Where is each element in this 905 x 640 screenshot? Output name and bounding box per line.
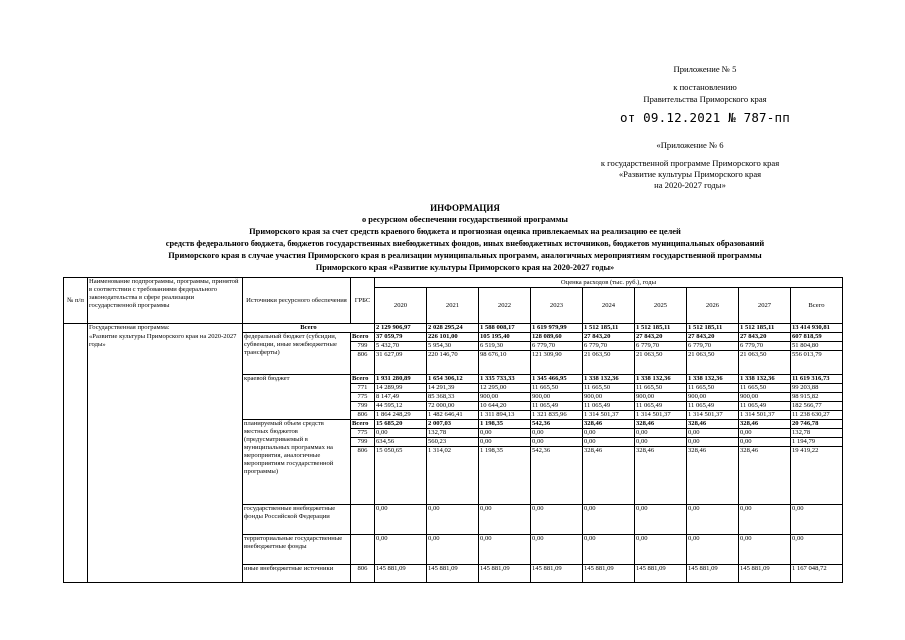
value-cell: 85 368,33 [427, 393, 479, 402]
value-cell: 6 779,70 [583, 342, 635, 351]
value-cell: 1 338 132,36 [739, 375, 791, 384]
value-cell: 11 065,49 [583, 402, 635, 411]
value-cell: 1 345 466,95 [531, 375, 583, 384]
grbs-cell: Всего [351, 333, 375, 342]
value-cell: 6 779,70 [531, 342, 583, 351]
value-cell: 8 147,49 [375, 393, 427, 402]
col-grbs-header: ГРБС [351, 278, 375, 324]
program-label: Государственная программа: [88, 324, 243, 333]
value-cell: 13 414 930,81 [791, 324, 843, 333]
year-header: 2025 [635, 288, 687, 324]
value-cell: 11 065,49 [531, 402, 583, 411]
value-cell: 121 309,90 [531, 351, 583, 375]
grbs-cell: 775 [351, 429, 375, 438]
value-cell: 182 566,77 [791, 402, 843, 411]
value-cell: 0,00 [635, 535, 687, 565]
value-cell: 14 289,99 [375, 384, 427, 393]
doc-title-line6: Приморского края «Развитие культуры Приморского края на 2020-2027 годы» [315, 263, 615, 272]
value-cell: 0,00 [531, 505, 583, 535]
value-cell: 1 338 132,36 [583, 375, 635, 384]
value-cell: 27 843,20 [635, 333, 687, 342]
value-cell: 14 291,39 [427, 384, 479, 393]
value-cell: 11 665,50 [687, 384, 739, 393]
value-cell: 328,46 [635, 447, 687, 505]
value-cell: 2 007,03 [427, 420, 479, 429]
value-cell: 0,00 [531, 438, 583, 447]
value-cell: 0,00 [791, 535, 843, 565]
col-name-header: Наименование подпрограммы, программы, принятой в соответствии с требованиями федерального законодательства в сфере реализации государственной программы [88, 278, 243, 324]
doc-title-line3: Приморского края за счет средств краевого бюджета и прогнозная оценка привлекаемых на реализацию ее целей [249, 227, 681, 236]
mun-label: планируемый объем средств местных бюджетов (предусматриваемый в муниципальных программах на мероприятия, аналогичные мероприятиям государственной программы) [243, 420, 351, 505]
value-cell: 1 588 008,17 [479, 324, 531, 333]
value-cell: 145 881,09 [531, 565, 583, 583]
value-cell: 560,23 [427, 438, 479, 447]
other-label: иные внебюджетные источники [243, 565, 351, 583]
value-cell: 6 779,70 [635, 342, 687, 351]
value-cell: 1 512 185,11 [739, 324, 791, 333]
value-cell: 15 050,65 [375, 447, 427, 505]
grbs-cell: 771 [351, 384, 375, 393]
value-cell: 0,00 [687, 505, 739, 535]
value-cell: 20 746,78 [791, 420, 843, 429]
value-cell: 542,36 [531, 447, 583, 505]
value-cell: 21 063,50 [583, 351, 635, 375]
reg-label: краевой бюджет [243, 375, 351, 420]
value-cell: 72 000,00 [427, 402, 479, 411]
value-cell: 0,00 [739, 535, 791, 565]
value-cell: 44 595,12 [375, 402, 427, 411]
value-cell: 900,00 [479, 393, 531, 402]
value-cell: 0,00 [687, 438, 739, 447]
value-cell: 21 063,50 [687, 351, 739, 375]
doc-title-line4: средств федерального бюджета, бюджетов государственных внебюджетных фондов, иных внебюджетных источников, бюджетов муниципальных образований [165, 239, 765, 248]
value-cell: 900,00 [739, 393, 791, 402]
resolution-date: от 09.12.2021 № 787-пп [620, 110, 790, 125]
value-cell: 1 194,79 [791, 438, 843, 447]
value-cell: 1 167 048,72 [791, 565, 843, 583]
total-row [64, 324, 843, 333]
value-cell: 145 881,09 [583, 565, 635, 583]
value-cell: 0,00 [375, 505, 427, 535]
value-cell: 11 665,50 [583, 384, 635, 393]
value-cell: 6 779,70 [739, 342, 791, 351]
government-name: Правительства Приморского края [643, 94, 767, 104]
value-cell: 0,00 [375, 429, 427, 438]
value-cell: 0,00 [635, 438, 687, 447]
value-cell: 145 881,09 [427, 565, 479, 583]
value-cell: 31 627,09 [375, 351, 427, 375]
value-cell: 0,00 [531, 429, 583, 438]
value-cell: 0,00 [531, 535, 583, 565]
appendix-number: Приложение № 5 [673, 64, 737, 74]
value-cell: 1 512 185,11 [687, 324, 739, 333]
value-cell: 1 482 646,41 [427, 411, 479, 420]
value-cell: 15 685,20 [375, 420, 427, 429]
program-ref: к государственной программе Приморского края [600, 158, 780, 168]
value-cell: 1 198,35 [479, 447, 531, 505]
value-cell: 98 915,82 [791, 393, 843, 402]
year-header: 2026 [687, 288, 739, 324]
value-cell: 900,00 [583, 393, 635, 402]
value-cell: 145 881,09 [479, 565, 531, 583]
value-cell: 0,00 [583, 438, 635, 447]
value-cell: 328,46 [739, 447, 791, 505]
value-cell: 5 432,70 [375, 342, 427, 351]
value-cell: 11 665,50 [635, 384, 687, 393]
grbs-cell [351, 535, 375, 565]
value-cell: 132,78 [427, 429, 479, 438]
value-cell: 11 065,49 [687, 402, 739, 411]
value-cell: 1 311 894,13 [479, 411, 531, 420]
year-header: 2023 [531, 288, 583, 324]
value-cell: 2 028 295,24 [427, 324, 479, 333]
value-cell: 1 321 835,96 [531, 411, 583, 420]
doc-subtitle: о ресурсном обеспечении государственной программы [362, 215, 568, 224]
value-cell: 1 314,02 [427, 447, 479, 505]
value-cell: 145 881,09 [687, 565, 739, 583]
value-cell: 2 129 906,97 [375, 324, 427, 333]
value-cell: 0,00 [375, 535, 427, 565]
value-cell: 1 654 306,12 [427, 375, 479, 384]
grbs-cell: 806 [351, 351, 375, 375]
program-title: «Развитие культуры Приморского края на 2020-2027 годы» [88, 333, 243, 583]
value-cell: 634,56 [375, 438, 427, 447]
value-cell: 1 512 185,11 [635, 324, 687, 333]
value-cell: 21 063,50 [739, 351, 791, 375]
value-cell: 0,00 [427, 535, 479, 565]
value-cell: 328,46 [583, 447, 635, 505]
estimate-header: Оценка расходов (тыс. руб.), годы [375, 278, 843, 288]
value-cell: 27 843,20 [739, 333, 791, 342]
value-cell: 145 881,09 [739, 565, 791, 583]
col-num-header: № п/п [64, 278, 88, 324]
terr-label: территориальные государственные внебюджетные фонды [243, 535, 351, 565]
value-cell: 328,46 [635, 420, 687, 429]
value-cell: 328,46 [687, 447, 739, 505]
value-cell: 1 338 132,36 [687, 375, 739, 384]
value-cell: 0,00 [583, 505, 635, 535]
grbs-cell: 775 [351, 393, 375, 402]
value-cell: 226 101,00 [427, 333, 479, 342]
value-cell: 607 818,59 [791, 333, 843, 342]
value-cell: 51 804,80 [791, 342, 843, 351]
value-cell: 1 314 501,37 [583, 411, 635, 420]
grbs-cell: Всего [351, 420, 375, 429]
value-cell: 0,00 [479, 535, 531, 565]
value-cell: 128 089,60 [531, 333, 583, 342]
value-cell: 900,00 [687, 393, 739, 402]
grbs-cell: 799 [351, 402, 375, 411]
value-cell: 556 013,79 [791, 351, 843, 375]
value-cell: 1 314 501,37 [687, 411, 739, 420]
value-cell: 145 881,09 [635, 565, 687, 583]
fed-row-total [64, 333, 843, 342]
value-cell: 98 676,10 [479, 351, 531, 375]
value-cell: 12 295,00 [479, 384, 531, 393]
value-cell: 0,00 [687, 535, 739, 565]
value-cell: 5 954,30 [427, 342, 479, 351]
value-cell: 1 198,35 [479, 420, 531, 429]
value-cell: 0,00 [583, 429, 635, 438]
col-source-header: Источники ресурсного обеспечения [243, 278, 351, 324]
fed-label: федеральный бюджет (субсидии, субвенции, иные межбюджетные трансферты) [243, 333, 351, 375]
value-cell: 1 335 733,33 [479, 375, 531, 384]
value-cell: 0,00 [583, 535, 635, 565]
value-cell: 19 419,22 [791, 447, 843, 505]
value-cell: 37 059,79 [375, 333, 427, 342]
year-header: 2024 [583, 288, 635, 324]
value-cell: 0,00 [635, 429, 687, 438]
total-header: Всего [791, 288, 843, 324]
value-cell: 145 881,09 [375, 565, 427, 583]
value-cell: 0,00 [739, 505, 791, 535]
value-cell: 0,00 [479, 438, 531, 447]
value-cell: 0,00 [479, 429, 531, 438]
value-cell: 1 864 248,29 [375, 411, 427, 420]
value-cell: 6 519,30 [479, 342, 531, 351]
value-cell: 0,00 [635, 505, 687, 535]
value-cell: 0,00 [427, 505, 479, 535]
resource-table [63, 277, 843, 583]
year-header: 2021 [427, 288, 479, 324]
source-total-label: Всего [243, 324, 375, 333]
value-cell: 328,46 [583, 420, 635, 429]
year-header: 2022 [479, 288, 531, 324]
value-cell: 328,46 [739, 420, 791, 429]
num-cell [64, 324, 88, 583]
value-cell: 900,00 [531, 393, 583, 402]
doc-title: ИНФОРМАЦИЯ [430, 203, 500, 213]
value-cell: 900,00 [635, 393, 687, 402]
value-cell: 99 203,88 [791, 384, 843, 393]
value-cell: 27 843,20 [687, 333, 739, 342]
resolution-ref: к постановлению [673, 82, 737, 92]
value-cell: 1 314 501,37 [739, 411, 791, 420]
value-cell: 0,00 [791, 505, 843, 535]
value-cell: 11 619 316,73 [791, 375, 843, 384]
value-cell: 11 238 630,27 [791, 411, 843, 420]
grbs-cell: 799 [351, 438, 375, 447]
value-cell: 0,00 [479, 505, 531, 535]
value-cell: 0,00 [739, 438, 791, 447]
value-cell: 1 512 185,11 [583, 324, 635, 333]
value-cell: 0,00 [687, 429, 739, 438]
value-cell: 105 195,40 [479, 333, 531, 342]
value-cell: 11 665,50 [739, 384, 791, 393]
grbs-cell: 806 [351, 565, 375, 583]
appendix6-label: «Приложение № 6 [656, 140, 724, 150]
value-cell: 6 779,70 [687, 342, 739, 351]
value-cell: 1 314 501,37 [635, 411, 687, 420]
grbs-cell: 806 [351, 411, 375, 420]
grbs-cell: 799 [351, 342, 375, 351]
value-cell: 220 146,70 [427, 351, 479, 375]
value-cell: 21 063,50 [635, 351, 687, 375]
year-header: 2027 [739, 288, 791, 324]
value-cell: 11 065,49 [635, 402, 687, 411]
grbs-cell: Всего [351, 375, 375, 384]
value-cell: 1 619 979,99 [531, 324, 583, 333]
value-cell: 11 665,50 [531, 384, 583, 393]
value-cell: 0,00 [739, 429, 791, 438]
value-cell: 1 931 280,89 [375, 375, 427, 384]
value-cell: 1 338 132,36 [635, 375, 687, 384]
grbs-cell [351, 505, 375, 535]
value-cell: 10 644,20 [479, 402, 531, 411]
value-cell: 27 843,20 [583, 333, 635, 342]
program-name: «Развитие культуры Приморского края [618, 169, 762, 179]
value-cell: 11 065,49 [739, 402, 791, 411]
value-cell: 132,78 [791, 429, 843, 438]
value-cell: 328,46 [687, 420, 739, 429]
grbs-cell: 806 [351, 447, 375, 505]
value-cell: 542,36 [531, 420, 583, 429]
year-header: 2020 [375, 288, 427, 324]
doc-title-line5: Приморского края в случае участия Приморского края в реализации муниципальных программ, аналогичных мероприятиям государственной программы [168, 251, 762, 260]
fund-label: государственные внебюджетные фонды Российской Федерации [243, 505, 351, 535]
program-years: на 2020-2027 годы» [654, 180, 726, 190]
